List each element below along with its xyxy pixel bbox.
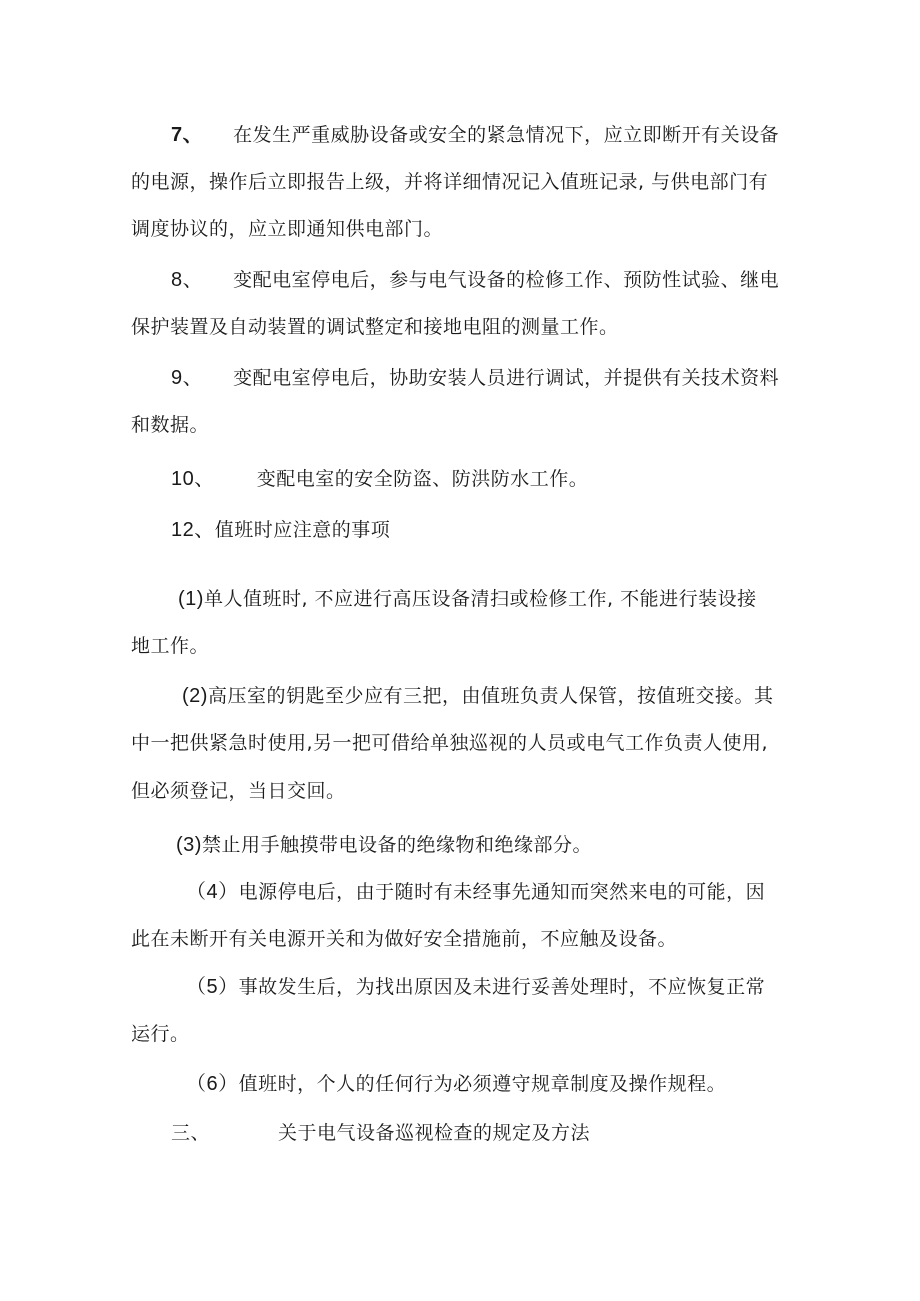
subitem-number: (1)	[178, 588, 204, 610]
section-number: 三、	[171, 1122, 211, 1144]
subitem-4-line-1: （4）电源停电后，由于随时有未经事先通知而突然来电的可能，因	[186, 881, 766, 903]
subitem-6-line-1: （6）值班时，个人的任何行为必须遵守规章制度及操作规程。	[186, 1073, 727, 1095]
subitem-1-line-2: 地工作。	[131, 635, 210, 657]
item-number: 9、	[171, 367, 204, 389]
section-title: 关于电气设备巡视检查的规定及方法	[278, 1122, 591, 1144]
section-heading	[171, 1121, 590, 1145]
item-9-line-2: 和数据。	[131, 414, 210, 436]
subitem-number: （4）	[186, 881, 239, 903]
subitem-number: (2)	[182, 685, 208, 707]
subitem-2-line-1: (2)高压室的钥匙至少应有三把，由值班负责人保管，按值班交接。其	[182, 685, 774, 707]
item-7-line-1: 7、 在发生严重威胁设备或安全的紧急情况下，应立即断开有关设备	[171, 124, 780, 146]
subitem-number: （5）	[186, 976, 239, 998]
subitem-1-line-1: (1)单人值班时, 不应进行高压设备清扫或检修工作, 不能进行装设接	[178, 588, 757, 610]
item-number: 8、	[171, 269, 204, 291]
item-7-line-3: 调度协议的，应立即通知供电部门。	[131, 218, 444, 240]
item-10-line-1: 10、 变配电室的安全防盗、防洪防水工作。	[171, 468, 589, 490]
item-8-line-1: 8、 变配电室停电后，参与电气设备的检修工作、预防性试验、继电	[171, 269, 780, 291]
subitem-2-line-3: 但必须登记，当日交回。	[131, 780, 346, 802]
subitem-3-line-1: (3)禁止用手触摸带电设备的绝缘物和绝缘部分。	[176, 834, 592, 856]
item-number: 10、	[171, 468, 215, 490]
subitem-2-line-2: 中一把供紧急时使用,另一把可借给单独巡视的人员或电气工作负责人使用,	[131, 732, 769, 754]
subitem-number: （6）	[186, 1073, 239, 1095]
subitem-5-line-2: 运行。	[131, 1023, 190, 1045]
item-12-heading: 12、值班时应注意的事项	[171, 519, 391, 541]
subitem-5-line-1: （5）事故发生后，为找出原因及未进行妥善处理时，不应恢复正常	[186, 976, 766, 998]
item-8-line-2: 保护装置及自动装置的调试整定和接地电阻的测量工作。	[131, 316, 619, 338]
subitem-4-line-2: 此在未断开有关电源开关和为做好安全措施前，不应触及设备。	[131, 928, 678, 950]
item-9-line-1: 9、 变配电室停电后，协助安装人员进行调试，并提供有关技术资料	[171, 367, 780, 389]
item-7-line-2: 的电源，操作后立即报告上级，并将详细情况记入值班记录, 与供电部门有	[131, 171, 769, 193]
item-number: 7、	[171, 124, 204, 146]
subitem-number: (3)	[176, 834, 202, 856]
item-number: 12、	[171, 519, 215, 541]
